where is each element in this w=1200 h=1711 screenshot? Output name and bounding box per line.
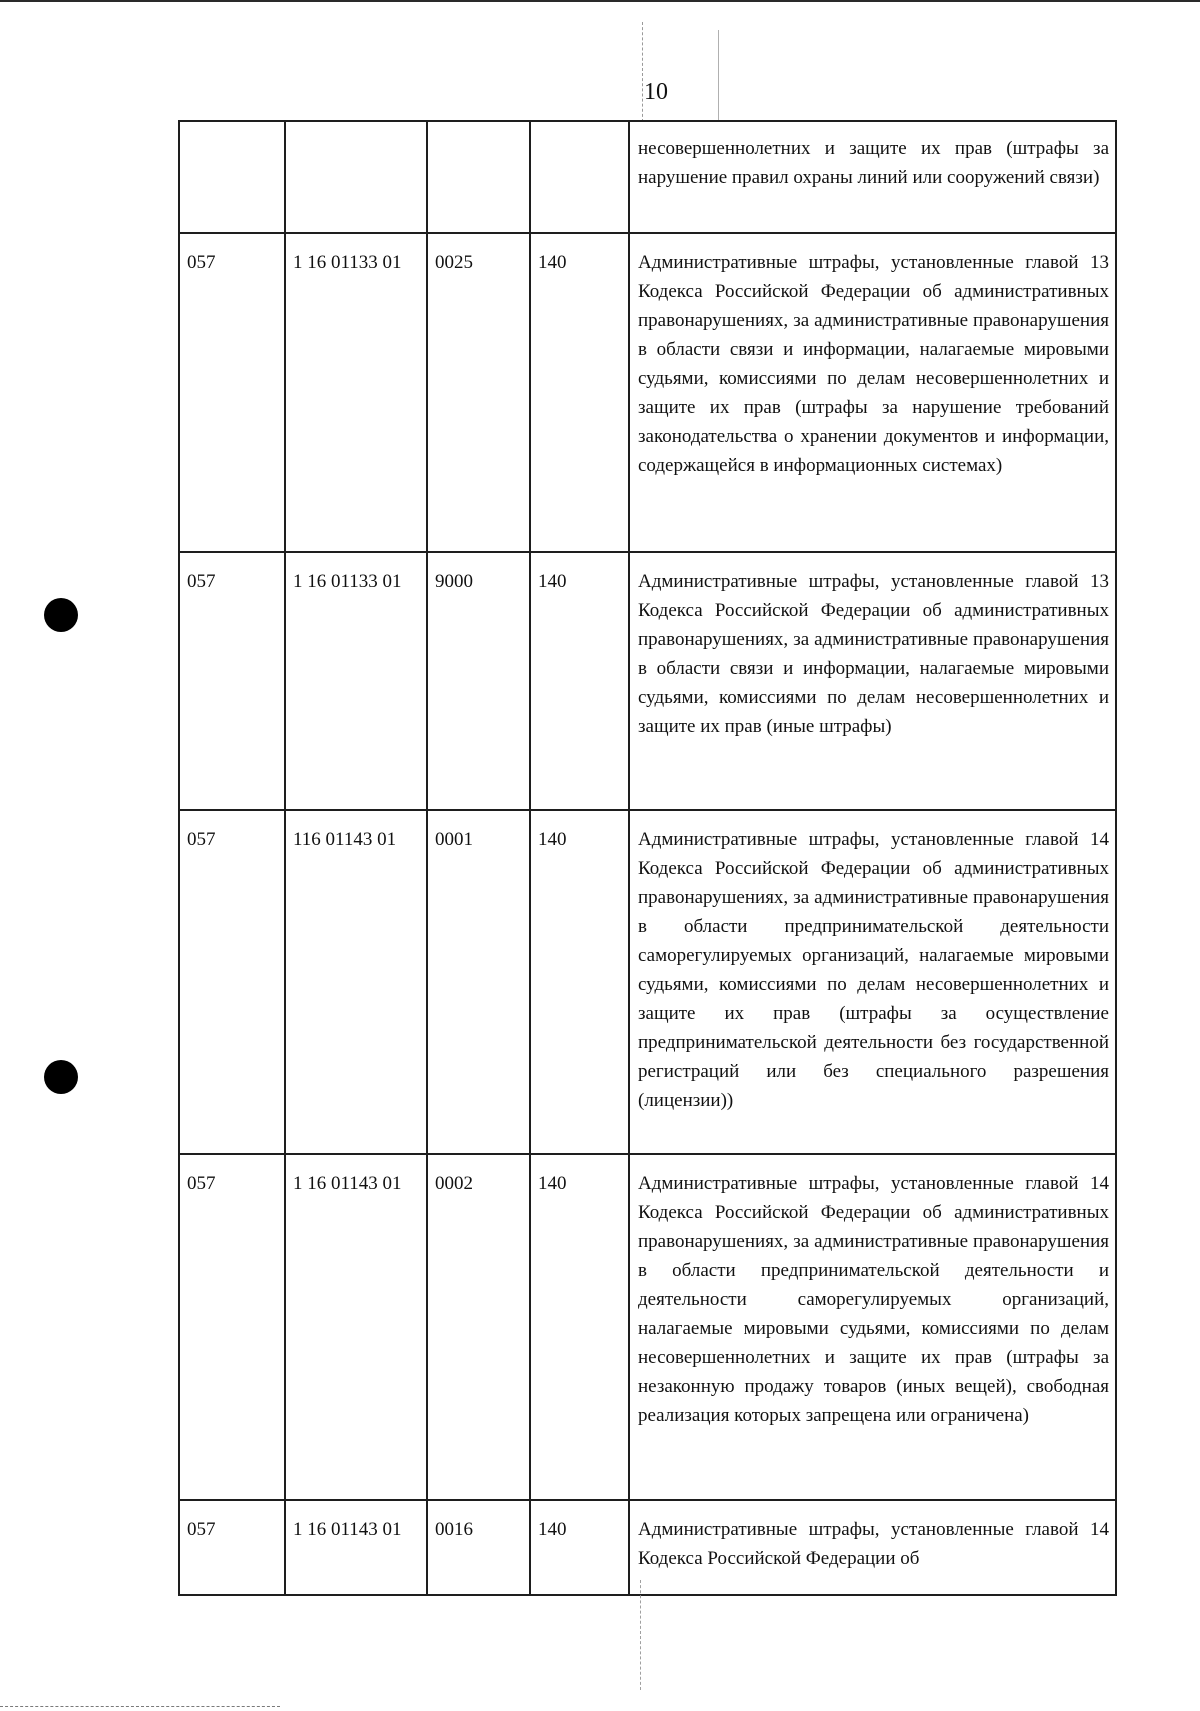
scan-mark — [642, 22, 644, 122]
kbk-code-cell: 1 16 01143 01 — [285, 1500, 427, 1595]
scan-mark — [718, 30, 719, 120]
subcode-cell: 0025 — [427, 233, 530, 552]
binder-hole — [44, 1060, 78, 1094]
binder-hole — [44, 598, 78, 632]
kosgu-code-cell: 140 — [530, 810, 629, 1154]
subcode-cell: 0002 — [427, 1154, 530, 1500]
description-cell: Административные штрафы, установленные главой 14 Кодекса Российской Федерации об административных правонарушениях, за административные правонарушения в области предпринимательской деятельности саморегулируемых организаций, налагаемые мировыми судьями, комиссиями по делам несовершеннолетних и защите их прав (штрафы за осуществление предпринимательской деятельности без государственной регистраций или без специального разрешения (лицензии)) — [629, 810, 1116, 1154]
scan-mark — [640, 1580, 642, 1690]
description-cell: Административные штрафы, установленные главой 14 Кодекса Российской Федерации об — [629, 1500, 1116, 1595]
description-cell: несовершеннолетних и защите их прав (штрафы за нарушение правил охраны линий или сооружений связи) — [629, 121, 1116, 233]
kosgu-code-cell: 140 — [530, 1500, 629, 1595]
description-cell: Административные штрафы, установленные главой 13 Кодекса Российской Федерации об административных правонарушениях, за административные правонарушения в области связи и информации, налагаемые мировыми судьями, комиссиями по делам несовершеннолетних и защите их прав (иные штрафы) — [629, 552, 1116, 810]
kbk-code-cell — [285, 121, 427, 233]
kosgu-code-cell: 140 — [530, 233, 629, 552]
subcode-cell — [427, 121, 530, 233]
scan-bottom-edge — [0, 1706, 280, 1708]
subcode-cell: 9000 — [427, 552, 530, 810]
table-row — [179, 810, 1116, 1154]
kbk-code-cell: 1 16 01133 01 — [285, 552, 427, 810]
kosgu-code-cell: 140 — [530, 552, 629, 810]
table-row — [179, 552, 1116, 810]
table-row — [179, 1500, 1116, 1595]
kosgu-code-cell: 140 — [530, 1154, 629, 1500]
subcode-cell: 0016 — [427, 1500, 530, 1595]
table-row — [179, 1154, 1116, 1500]
admin-code-cell: 057 — [179, 1500, 285, 1595]
kbk-code-cell: 116 01143 01 — [285, 810, 427, 1154]
budget-codes-table — [178, 120, 1117, 1596]
table-row — [179, 121, 1116, 233]
description-cell: Административные штрафы, установленные главой 13 Кодекса Российской Федерации об административных правонарушениях, за административные правонарушения в области связи и информации, налагаемые мировыми судьями, комиссиями по делам несовершеннолетних и защите их прав (штрафы за нарушение требований законодательства о хранении документов и информации, содержащейся в информационных системах) — [629, 233, 1116, 552]
admin-code-cell — [179, 121, 285, 233]
kosgu-code-cell — [530, 121, 629, 233]
admin-code-cell: 057 — [179, 233, 285, 552]
scan-top-edge — [0, 0, 1200, 2]
kbk-code-cell: 1 16 01143 01 — [285, 1154, 427, 1500]
admin-code-cell: 057 — [179, 810, 285, 1154]
table-row — [179, 233, 1116, 552]
subcode-cell: 0001 — [427, 810, 530, 1154]
admin-code-cell: 057 — [179, 552, 285, 810]
description-cell: Административные штрафы, установленные главой 14 Кодекса Российской Федерации об административных правонарушениях, за административные правонарушения в области предпринимательской деятельности и деятельности саморегулируемых организаций, налагаемые мировыми судьями, комиссиями по делам несовершеннолетних и защите их прав (штрафы за незаконную продажу товаров (иных вещей), свободная реализация которых запрещена или ограничена) — [629, 1154, 1116, 1500]
kbk-code-cell: 1 16 01133 01 — [285, 233, 427, 552]
admin-code-cell: 057 — [179, 1154, 285, 1500]
page-number: 10 — [644, 79, 668, 105]
